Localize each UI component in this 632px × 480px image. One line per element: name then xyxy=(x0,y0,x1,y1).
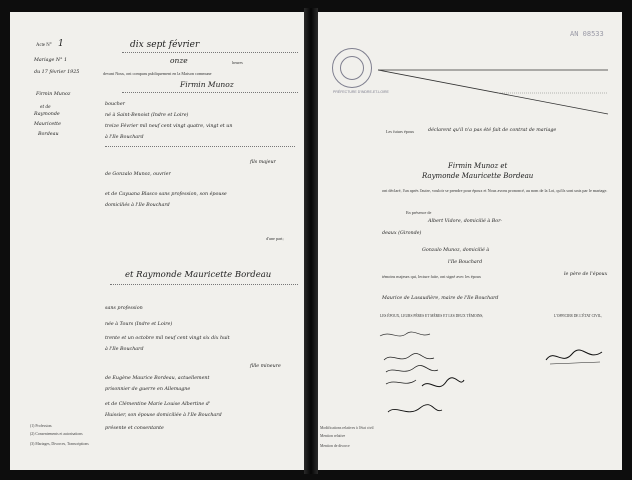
groom-mother-2: domiciliés à l'Ile Bouchard xyxy=(105,203,170,208)
bride-mother-1: et de Clémentine Marie Louise Albertine d' xyxy=(105,402,211,407)
witness2-line-1: Gonzalo Munoz, domicilié à xyxy=(422,248,490,253)
strikethrough-lines xyxy=(378,67,614,117)
date-written: dix sept février xyxy=(130,40,200,50)
declare-text: déclarent qu'il n'a pas été fait de contrat de mariage xyxy=(428,128,557,133)
margin-name-1: Firmin Munoz xyxy=(36,92,71,97)
groom-line-1: boucher xyxy=(105,102,125,107)
margin-date: du 17 février 1925 xyxy=(34,70,80,75)
spouses-signatures xyxy=(376,328,466,428)
groom-father: de Gonzalo Munoz, ouvrier xyxy=(105,172,171,177)
vows-text: ont déclaré, l'un après l'autre, vouloir se prendre pour époux et Nous avons prononcé, au nom de la Loi, qu'ils sont unis par le mariage. xyxy=(382,188,608,193)
bottom-note-1: Modifications relatives à l'état civil xyxy=(320,426,374,430)
groom-line-2: né à Saint-Benoist (Indre et Loire) xyxy=(105,113,189,118)
bottom-note-3: Mention de divorce xyxy=(320,444,350,448)
acte-label: Acte N° xyxy=(36,43,52,48)
bride-line-3: trente et un octobre mil neuf cent vingt six dix huit xyxy=(105,336,230,341)
witness-intro: En présence de xyxy=(406,210,432,215)
dune-part: d'une part; xyxy=(266,236,284,241)
margin-name-4: Mauricette xyxy=(34,122,61,127)
bride-mother-2: Huissier, son épouse domiciliée à l'Ile Bouchard xyxy=(105,413,222,418)
margin-name-5: Bordeau xyxy=(38,132,59,137)
officer-signature xyxy=(542,342,612,372)
groom-mother-1: et de Cayuana Blasco sans profession, son épouse xyxy=(105,192,227,197)
groom-line-3: treize Février mil neuf cent vingt quatre, vingt et un xyxy=(105,124,233,129)
reference-number: AN 08533 xyxy=(570,30,604,38)
temoins-text: témoins majeurs qui, lecture faite, ont signé avec les époux xyxy=(382,274,481,279)
witness2-line-2: l'Ile Bouchard xyxy=(448,260,483,265)
devant-nous-text: devant Nous, ont comparu publiquement en la Maison commune xyxy=(103,71,212,76)
witness1-line-2: deaux (Gironde) xyxy=(382,231,422,236)
groom-name: Firmin Munoz xyxy=(180,80,234,89)
couple-line-2: Raymonde Mauricette Bordeau xyxy=(422,172,534,180)
footnote-3: (3) Mariages, Divorces, Transcriptions xyxy=(30,442,89,446)
left-register-page xyxy=(10,12,304,470)
bride-extra: fille mineure xyxy=(250,364,281,369)
footnote-2: (2) Consentements et autorisations xyxy=(30,432,83,436)
bottom-note-2: Mention relative xyxy=(320,434,346,438)
right-register-page xyxy=(318,12,622,470)
stamp-text: PRÉFECTURE D'INDRE-ET-LOIRE xyxy=(333,90,389,94)
bride-father-2: prisonnier de guerre en Allemagne xyxy=(105,387,191,392)
bride-line-1: sans profession xyxy=(105,306,143,311)
futurs-text: Les futurs époux xyxy=(386,129,415,134)
signatures-label: LES ÉPOUX, LEURS PÈRES ET MÈRES ET LES DEUX TÉMOINS, xyxy=(380,314,484,318)
bride-line-2: née à Tours (Indre et Loire) xyxy=(105,322,173,327)
acte-number: 1 xyxy=(58,39,64,49)
footnote-1: (1) Profession. xyxy=(30,424,53,428)
hour-written: onze xyxy=(170,56,188,65)
bride-name: et Raymonde Mauricette Bordeau xyxy=(125,270,272,280)
bride-father-1: de Eugène Maurice Bordeau, actuellement xyxy=(105,376,210,381)
witness1-line-1: Albert Vidore, domicilié à Bor- xyxy=(428,219,503,224)
margin-mariage: Mariage N° 1 xyxy=(34,58,68,63)
pere-text: le père de l'époux xyxy=(564,272,608,277)
book-gutter xyxy=(304,8,318,474)
hours-label: heures xyxy=(232,60,243,65)
mayor-line: Maurice de Lasaudière, maire de l'Ile Bouchard xyxy=(382,296,499,301)
couple-line-1: Firmin Munoz et xyxy=(448,162,508,170)
groom-extra: fils majeur xyxy=(250,160,276,165)
consent-line: présente et consentante xyxy=(105,426,164,431)
margin-name-3: Raymonde xyxy=(34,112,60,117)
margin-name-2: et de xyxy=(40,104,51,109)
officier-label: L'OFFICIER DE L'ÉTAT CIVIL, xyxy=(554,314,603,318)
bride-line-4: à l'Ile Bouchard xyxy=(105,347,144,352)
prefecture-stamp-inner xyxy=(340,56,364,80)
groom-line-4: à l'Ile Bouchard xyxy=(105,135,144,140)
